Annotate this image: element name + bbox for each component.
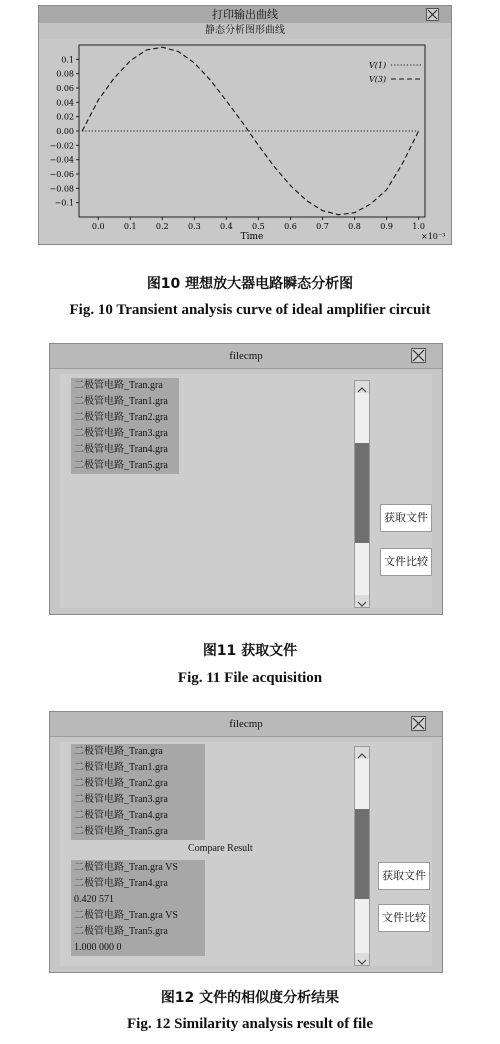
chevron-down-icon[interactable] [355,953,369,965]
compare-file-button[interactable]: 文件比较 [380,548,432,576]
plot-output-window [38,5,452,245]
y-tick-label: 0.04 [56,98,74,108]
list-item[interactable]: 二极管电路_Tran5.gra [74,826,168,837]
x-tick-label: 0.9 [380,222,393,231]
list-item[interactable]: 二极管电路_Tran3.gra [74,794,168,805]
y-tick-label: 0.06 [56,84,74,93]
list-item[interactable]: 二极管电路_Tran2.gra [74,778,168,789]
list-item[interactable]: 二极管电路_Tran.gra [74,380,163,391]
filecmp-window-fig12 [49,711,443,973]
chevron-down-icon[interactable] [355,595,369,607]
transient-chart [39,39,451,244]
x-tick-label: 0.6 [284,222,297,231]
close-icon[interactable] [411,348,426,363]
get-file-button[interactable]: 获取文件 [378,862,430,890]
window-title: filecmp [50,712,442,737]
scrollbar[interactable] [354,380,370,608]
y-tick-label: −0.04 [49,155,74,165]
y-tick-label: 0.08 [56,69,74,79]
x-axis-label: Time [240,232,264,242]
fig10-caption-en: Fig. 10 Transient analysis curve of ideal amplifier circuit [69,302,431,318]
list-item[interactable]: 二极管电路_Tran.gra [74,746,163,757]
result-line: 二极管电路_Tran4.gra [74,878,168,889]
scrollbar-thumb[interactable] [355,443,369,543]
x-tick-label: 0.2 [155,222,169,231]
fig12-caption-en: Fig. 12 Similarity analysis result of file [127,1016,373,1032]
close-icon[interactable] [411,716,426,731]
y-tick-label: −0.02 [49,141,74,151]
result-value: 1.000 000 0 [74,942,122,953]
x-tick-label: 1.0 [412,222,425,231]
x-tick-label: 0.4 [220,222,233,231]
x-tick-label: 0.8 [348,222,361,231]
y-tick-label: −0.06 [49,170,74,179]
x-tick-label: 0.1 [123,222,137,231]
scrollbar[interactable] [354,746,370,966]
fig10-caption-cn: 图10 理想放大器电路瞬态分析图 [146,276,354,292]
y-tick-label: −0.08 [49,184,74,194]
compare-panel [60,742,432,966]
x-axis-multiplier: ×10⁻³ [421,232,446,241]
result-line: 二极管电路_Tran5.gra [74,926,168,937]
list-item[interactable]: 二极管电路_Tran1.gra [74,762,168,773]
legend-label: V(3) [369,75,387,84]
list-item[interactable]: 二极管电路_Tran4.gra [74,810,168,821]
y-tick-label: 0.02 [56,112,74,122]
fig11-caption-en: Fig. 11 File acquisition [177,670,323,686]
plot-area [39,39,451,248]
result-value: 0.420 571 [74,894,114,905]
y-tick-label: −0.1 [54,198,74,208]
fig11-caption-cn: 图11 获取文件 [202,643,298,659]
file-list[interactable] [71,744,205,840]
list-item[interactable]: 二极管电路_Tran4.gra [74,444,168,455]
file-list[interactable] [71,378,179,474]
x-tick-label: 0.7 [316,222,329,231]
compare-result-list [71,860,205,956]
result-line: 二极管电路_Tran.gra VS [74,862,178,873]
list-item[interactable]: 二极管电路_Tran3.gra [74,428,168,439]
plot-title: 静态分析图形曲线 [39,23,451,39]
result-line: 二极管电路_Tran.gra VS [74,910,178,921]
list-item[interactable]: 二极管电路_Tran5.gra [74,460,168,471]
list-item[interactable]: 二极管电路_Tran2.gra [74,412,168,423]
plot-background [39,39,451,244]
window-title: filecmp [50,344,442,369]
x-tick-label: 0.3 [187,222,201,231]
file-panel [60,374,432,608]
y-tick-label: 0.1 [61,55,74,65]
chevron-up-icon[interactable] [355,381,369,393]
chevron-up-icon[interactable] [355,747,369,759]
filecmp-window-fig11 [49,343,443,615]
scrollbar-thumb[interactable] [355,809,369,899]
y-tick-label: 0.00 [56,127,74,136]
x-tick-label: 0.0 [91,222,105,231]
x-tick-label: 0.5 [252,222,265,231]
legend-label: V(1) [369,61,387,70]
compare-result-label: Compare Result [188,843,253,854]
fig12-caption-cn: 图12 文件的相似度分析结果 [160,990,340,1006]
list-item[interactable]: 二极管电路_Tran1.gra [74,396,168,407]
window-title: 打印输出曲线 [39,6,451,23]
compare-file-button[interactable]: 文件比较 [378,904,430,932]
get-file-button[interactable]: 获取文件 [380,504,432,532]
close-icon[interactable] [426,8,439,21]
